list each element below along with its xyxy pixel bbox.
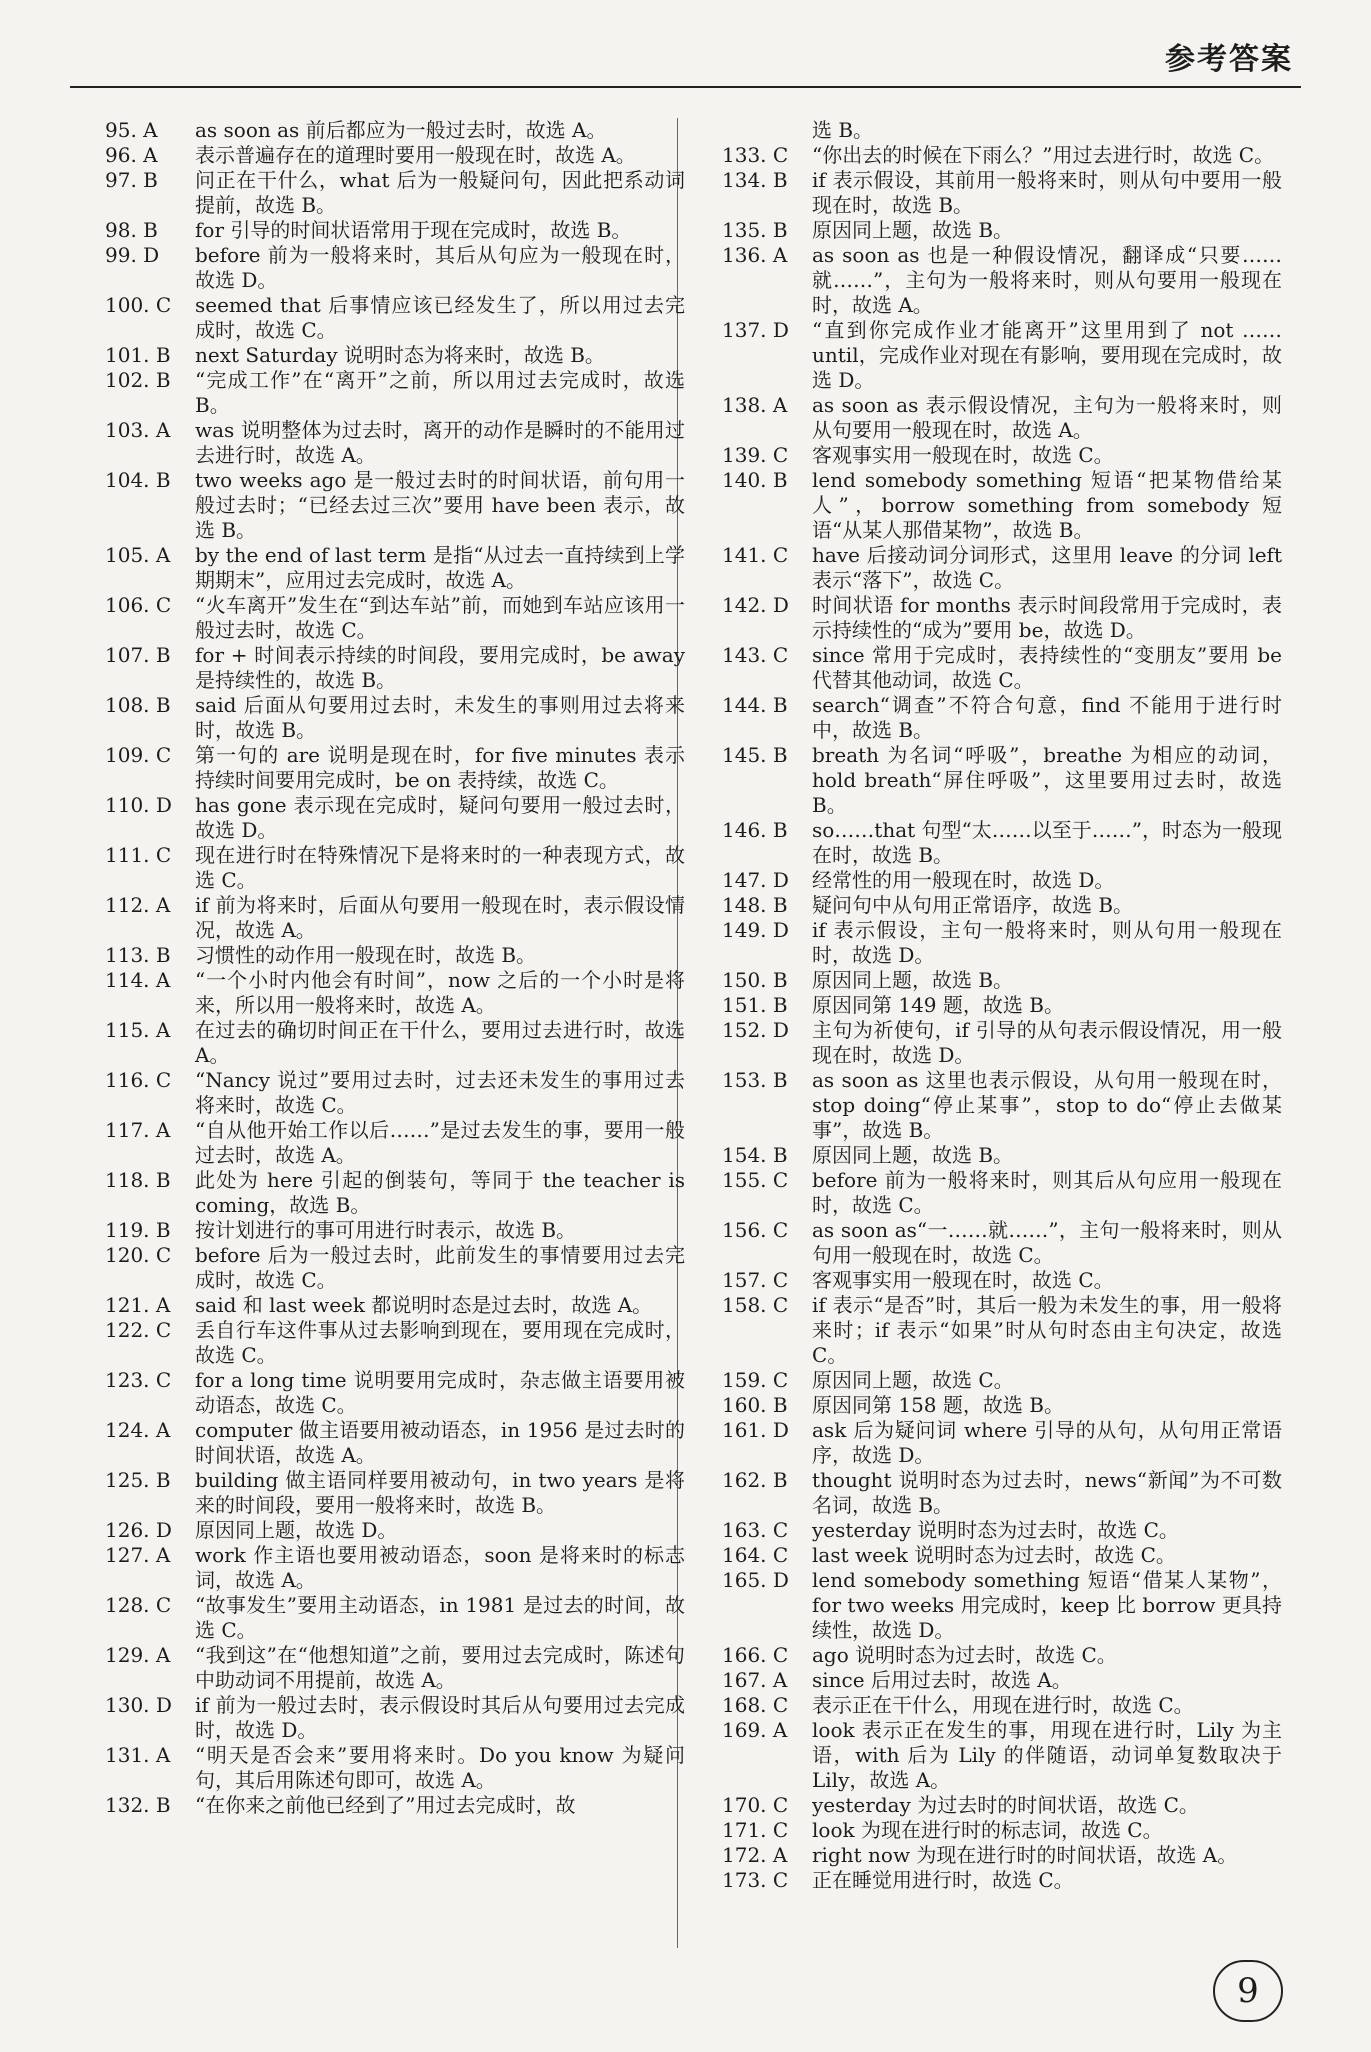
answer-entry	[722, 1468, 1282, 1518]
answer-number: 112. A	[105, 893, 171, 917]
answer-number: 117. A	[105, 1118, 171, 1142]
answer-explanation: “直到你完成作业才能离开”这里用到了 not ……until，完成作业对现在有影响，要用现在完成时，故选 D。	[812, 318, 1282, 392]
answer-entry	[105, 418, 685, 468]
answer-number: 145. B	[722, 743, 788, 767]
answer-entry	[722, 168, 1282, 218]
answer-number: 111. C	[105, 843, 172, 867]
answer-entry	[722, 118, 1282, 143]
answer-number: 116. C	[105, 1068, 172, 1092]
answer-explanation: “自从他开始工作以后……”是过去发生的事，要用一般过去时，故选 A。	[195, 1118, 685, 1167]
answer-entry	[105, 1118, 685, 1168]
answer-explanation: 问正在干什么，what 后为一般疑问句，因此把系动词提前，故选 B。	[195, 168, 685, 217]
answer-number: 129. A	[105, 1643, 171, 1667]
answer-number: 137. D	[722, 318, 789, 342]
answer-entry	[722, 1793, 1282, 1818]
answer-entry	[722, 1293, 1282, 1368]
answer-number: 168. C	[722, 1693, 789, 1717]
answer-explanation: as soon as“一……就……”，主句一般将来时，则从句用一般现在时，故选 C。	[812, 1218, 1282, 1267]
answer-entry	[105, 343, 685, 368]
answer-entry	[722, 1018, 1282, 1068]
answer-explanation: “故事发生”要用主动语态，in 1981 是过去的时间，故选 C。	[195, 1593, 685, 1642]
answer-explanation: has gone 表示现在完成时，疑问句要用一般过去时，故选 D。	[195, 793, 685, 842]
answer-number: 150. B	[722, 968, 788, 992]
answer-number: 157. C	[722, 1268, 789, 1292]
answer-explanation: look 为现在进行时的标志词，故选 C。	[812, 1818, 1163, 1842]
answer-number: 127. A	[105, 1543, 171, 1567]
answer-entry	[105, 643, 685, 693]
answer-explanation: seemed that 后事情应该已经发生了，所以用过去完成时，故选 C。	[195, 293, 685, 342]
answer-explanation: as soon as 前后都应为一般过去时，故选 A。	[195, 118, 607, 142]
answer-number: 96. A	[105, 143, 158, 167]
answer-entry	[105, 218, 685, 243]
answer-number: 125. B	[105, 1468, 171, 1492]
answer-explanation: “明天是否会来”要用将来时。Do you know 为疑问句，其后用陈述句即可，故选 A。	[195, 1743, 685, 1792]
answer-explanation: “在你来之前他已经到了”用过去完成时，故	[195, 1793, 576, 1817]
answer-number: 128. C	[105, 1593, 172, 1617]
answer-explanation: 主句为祈使句，if 引导的从句表示假设情况，用一般现在时，故选 D。	[812, 1018, 1282, 1067]
answer-number: 160. B	[722, 1393, 788, 1417]
answer-number: 104. B	[105, 468, 171, 492]
answer-explanation: as soon as 表示假设情况，主句为一般将来时，则从句要用一般现在时，故选 A。	[812, 393, 1282, 442]
answer-explanation: yesterday 为过去时的时间状语，故选 C。	[812, 1793, 1199, 1817]
answer-entry	[105, 893, 685, 943]
answer-number: 139. C	[722, 443, 789, 467]
answer-entry	[105, 1743, 685, 1793]
answer-explanation: 原因同上题，故选 B。	[812, 218, 1014, 242]
answer-entry	[722, 543, 1282, 593]
answer-entry	[105, 1593, 685, 1643]
answer-entry	[722, 1418, 1282, 1468]
answer-explanation: look 表示正在发生的事，用现在进行时，Lily 为主语，with 后为 Lily 的伴随语，动词单复数取决于 Lily，故选 A。	[812, 1718, 1282, 1792]
answer-number: 161. D	[722, 1418, 789, 1442]
answer-number: 109. C	[105, 743, 172, 767]
answer-entry	[105, 843, 685, 893]
answer-explanation: 原因同第 149 题，故选 B。	[812, 993, 1064, 1017]
answer-entry	[105, 1018, 685, 1068]
answer-number: 154. B	[722, 1143, 788, 1167]
header-title: 参考答案	[1165, 42, 1293, 77]
answer-explanation: “你出去的时候在下雨么？”用过去进行时，故选 C。	[812, 143, 1275, 167]
answer-number: 105. A	[105, 543, 171, 567]
answer-explanation: 正在睡觉用进行时，故选 C。	[812, 1868, 1074, 1892]
answer-entry	[105, 243, 685, 293]
answer-entry	[105, 368, 685, 418]
answer-explanation: 经常性的用一般现在时，故选 D。	[812, 868, 1115, 892]
answer-number: 142. D	[722, 593, 789, 617]
answer-number: 164. C	[722, 1543, 789, 1567]
answer-entry	[105, 1643, 685, 1693]
answer-number: 148. B	[722, 893, 788, 917]
answer-entry	[722, 693, 1282, 743]
answer-explanation: “一个小时内他会有时间”，now 之后的一个小时是将来，所以用一般将来时，故选 A。	[195, 968, 685, 1017]
answer-explanation: if 表示“是否”时，其后一般为未发生的事，用一般将来时；if 表示“如果”时从句时态由主句决定，故选 C。	[812, 1293, 1282, 1367]
answer-number: 102. B	[105, 368, 171, 392]
answer-explanation: as soon as 这里也表示假设，从句用一般现在时，stop doing“停止某事”，stop to do“停止去做某事”，故选 B。	[812, 1068, 1282, 1142]
answer-explanation: lend somebody something 短语“把某物借给某人”，borrow something from somebody 短语“从某人那借某物”，故选 B。	[812, 468, 1282, 542]
answer-number: 120. C	[105, 1243, 172, 1267]
answer-entry	[105, 943, 685, 968]
answer-entry	[722, 1518, 1282, 1543]
answer-explanation: “Nancy 说过”要用过去时，过去还未发生的事用过去将来时，故选 C。	[195, 1068, 685, 1117]
answer-number: 103. A	[105, 418, 171, 442]
answer-number: 173. C	[722, 1868, 789, 1892]
answer-number: 149. D	[722, 918, 789, 942]
answer-explanation: next Saturday 说明时态为将来时，故选 B。	[195, 343, 605, 367]
answer-number: 159. C	[722, 1368, 789, 1392]
answer-explanation: building 做主语同样要用被动句，in two years 是将来的时间段，要用一般将来时，故选 B。	[195, 1468, 685, 1517]
answer-entry	[722, 443, 1282, 468]
answer-entry	[722, 1718, 1282, 1793]
answer-explanation: 原因同上题，故选 C。	[812, 1368, 1014, 1392]
answer-number: 114. A	[105, 968, 171, 992]
answer-explanation: 客观事实用一般现在时，故选 C。	[812, 1268, 1114, 1292]
answer-number: 98. B	[105, 218, 158, 242]
answer-entry	[722, 818, 1282, 868]
answer-explanation: said 和 last week 都说明时态是过去时，故选 A。	[195, 1293, 653, 1317]
answer-explanation: search“调查”不符合句意，find 不能用于进行时中，故选 B。	[812, 693, 1282, 742]
answer-explanation: by the end of last term 是指“从过去一直持续到上学期期末”，应用过去完成时，故选 A。	[195, 543, 685, 592]
answer-entry	[105, 593, 685, 643]
answer-number: 133. C	[722, 143, 789, 167]
answer-explanation: 习惯性的动作用一般现在时，故选 B。	[195, 943, 537, 967]
answer-number: 110. D	[105, 793, 172, 817]
answer-number: 153. B	[722, 1068, 788, 1092]
answer-entry	[105, 1468, 685, 1518]
answer-explanation: 表示普遍存在的道理时要用一般现在时，故选 A。	[195, 143, 636, 167]
answer-number: 124. A	[105, 1418, 171, 1442]
answer-number: 115. A	[105, 1018, 171, 1042]
answer-number: 152. D	[722, 1018, 789, 1042]
answer-explanation: two weeks ago 是一般过去时的时间状语，前句用一般过去时；“已经去过三次”要用 have been 表示，故选 B。	[195, 468, 685, 542]
answer-explanation: right now 为现在进行时的时间状语，故选 A。	[812, 1843, 1238, 1867]
answer-explanation: “火车离开”发生在“到达车站”前，而她到车站应该用一般过去时，故选 C。	[195, 593, 685, 642]
answer-entry	[105, 543, 685, 593]
answer-number: 108. B	[105, 693, 171, 717]
answer-number: 170. C	[722, 1793, 789, 1817]
answer-explanation: 原因同上题，故选 B。	[812, 1143, 1014, 1167]
answer-explanation: 客观事实用一般现在时，故选 C。	[812, 443, 1114, 467]
answer-number: 172. A	[722, 1843, 788, 1867]
answer-explanation: 选 B。	[812, 118, 874, 142]
answer-number: 121. A	[105, 1293, 171, 1317]
answer-entry	[105, 693, 685, 743]
answer-entry	[722, 318, 1282, 393]
answer-number: 141. C	[722, 543, 789, 567]
answer-explanation: 时间状语 for months 表示时间段常用于完成时，表示持续性的“成为”要用 be，故选 D。	[812, 593, 1282, 642]
answer-entry	[105, 968, 685, 1018]
answer-number: 100. C	[105, 293, 172, 317]
answer-explanation: was 说明整体为过去时，离开的动作是瞬时的不能用过去进行时，故选 A。	[195, 418, 685, 467]
answer-explanation: if 前为将来时，后面从句要用一般现在时，表示假设情况，故选 A。	[195, 893, 685, 942]
answer-entry	[722, 1843, 1282, 1868]
answer-entry	[105, 1068, 685, 1118]
answer-explanation: ask 后为疑问词 where 引导的从句，从句用正常语序，故选 D。	[812, 1418, 1282, 1467]
answer-number: 136. A	[722, 243, 788, 267]
answer-number: 113. B	[105, 943, 171, 967]
answer-explanation: “我到这”在“他想知道”之前，要用过去完成时，陈述句中助动词不用提前，故选 A。	[195, 1643, 685, 1692]
answer-number: 143. C	[722, 643, 789, 667]
answer-explanation: 原因同上题，故选 B。	[812, 968, 1014, 992]
answer-entry	[722, 218, 1282, 243]
answer-entry	[722, 1668, 1282, 1693]
answer-entry	[722, 868, 1282, 893]
answer-entry	[722, 593, 1282, 643]
answer-explanation: said 后面从句要用过去时，未发生的事则用过去将来时，故选 B。	[195, 693, 685, 742]
answer-explanation: yesterday 说明时态为过去时，故选 C。	[812, 1518, 1179, 1542]
answer-number: 99. D	[105, 243, 160, 267]
answer-entry	[105, 168, 685, 218]
answer-explanation: as soon as 也是一种假设情况，翻译成“只要……就……”，主句为一般将来时，则从句要用一般现在时，故选 A。	[812, 243, 1282, 317]
answer-explanation: breath 为名词“呼吸”，breathe 为相应的动词，hold breath“屏住呼吸”，这里要用过去时，故选 B。	[812, 743, 1282, 817]
answer-explanation: 疑问句中从句用正常语序，故选 B。	[812, 893, 1134, 917]
page-number: 9	[1213, 1960, 1283, 2022]
answer-entry	[105, 1243, 685, 1293]
page-header	[70, 0, 1301, 88]
answer-explanation: 在过去的确切时间正在干什么，要用过去进行时，故选 A。	[195, 1018, 685, 1067]
answer-explanation: computer 做主语要用被动语态，in 1956 是过去时的时间状语，故选 A。	[195, 1418, 685, 1467]
answer-number: 123. C	[105, 1368, 172, 1392]
answer-entry	[105, 143, 685, 168]
answer-number: 122. C	[105, 1318, 172, 1342]
answer-entry	[722, 1168, 1282, 1218]
answer-entry	[105, 743, 685, 793]
answer-number: 106. C	[105, 593, 172, 617]
answer-entry	[105, 1793, 685, 1818]
answer-entry	[722, 1368, 1282, 1393]
answer-explanation: for a long time 说明要用完成时，杂志做主语要用被动语态，故选 C。	[195, 1368, 685, 1417]
answer-entry	[105, 1543, 685, 1593]
answer-entry	[722, 643, 1282, 693]
answer-number: 118. B	[105, 1168, 171, 1192]
answer-number: 130. D	[105, 1693, 172, 1717]
answer-number: 151. B	[722, 993, 788, 1017]
answer-number: 156. C	[722, 1218, 789, 1242]
answer-explanation: for + 时间表示持续的时间段，要用完成时，be away 是持续性的，故选 B。	[195, 643, 685, 692]
answer-number: 119. B	[105, 1218, 171, 1242]
answer-entry	[722, 393, 1282, 443]
answer-explanation: “完成工作”在“离开”之前，所以用过去完成时，故选 B。	[195, 368, 685, 417]
answer-entry	[722, 143, 1282, 168]
answer-entry	[105, 1168, 685, 1218]
answer-number: 107. B	[105, 643, 171, 667]
answer-entry	[722, 1393, 1282, 1418]
answer-entry	[722, 1643, 1282, 1668]
answer-number: 132. B	[105, 1793, 171, 1817]
answer-number: 165. D	[722, 1568, 789, 1592]
answer-explanation: since 常用于完成时，表持续性的“变朋友”要用 be 代替其他动词，故选 C。	[812, 643, 1282, 692]
answer-explanation: work 作主语也要用被动语态，soon 是将来时的标志词，故选 A。	[195, 1543, 685, 1592]
answer-explanation: 按计划进行的事可用进行时表示，故选 B。	[195, 1218, 577, 1242]
answer-entry	[722, 1868, 1282, 1893]
answer-entry	[722, 743, 1282, 818]
answer-entry	[105, 293, 685, 343]
answer-number: 167. A	[722, 1668, 788, 1692]
answer-entry	[105, 1693, 685, 1743]
answer-entry	[722, 1693, 1282, 1718]
answer-entry	[105, 1418, 685, 1468]
answer-explanation: if 表示假设，其前用一般将来时，则从句中要用一般现在时，故选 B。	[812, 168, 1282, 217]
answer-explanation: before 前为一般将来时，则其后从句应用一般现在时，故选 C。	[812, 1168, 1282, 1217]
answer-entry	[722, 1068, 1282, 1143]
answer-entry	[722, 1143, 1282, 1168]
answer-entry	[105, 1518, 685, 1543]
answer-entry	[722, 1818, 1282, 1843]
answer-explanation: since 后用过去时，故选 A。	[812, 1668, 1072, 1692]
answer-entry	[105, 1368, 685, 1418]
answer-number: 146. B	[722, 818, 788, 842]
answer-explanation: so……that 句型“太……以至于……”，时态为一般现在时，故选 B。	[812, 818, 1282, 867]
answer-explanation: 表示正在干什么，用现在进行时，故选 C。	[812, 1693, 1194, 1717]
answer-number: 166. C	[722, 1643, 789, 1667]
answer-explanation: before 前为一般将来时，其后从句应为一般现在时，故选 D。	[195, 243, 685, 292]
answer-entry	[722, 918, 1282, 968]
left-answer-column	[105, 118, 685, 1818]
answer-entry	[722, 243, 1282, 318]
answer-entry	[722, 1268, 1282, 1293]
answer-explanation: for 引导的时间状语常用于现在完成时，故选 B。	[195, 218, 632, 242]
answer-entry	[105, 1318, 685, 1368]
answer-explanation: ago 说明时态为过去时，故选 C。	[812, 1643, 1117, 1667]
answer-entry	[105, 1293, 685, 1318]
answer-entry	[722, 893, 1282, 918]
answer-number: 138. A	[722, 393, 788, 417]
answer-entry	[722, 993, 1282, 1018]
answer-number	[722, 118, 812, 143]
answer-number: 135. B	[722, 218, 788, 242]
answer-number: 169. A	[722, 1718, 788, 1742]
answer-explanation: 此处为 here 引起的倒装句，等同于 the teacher is coming，故选 B。	[195, 1168, 685, 1217]
answer-entry	[722, 468, 1282, 543]
answer-number: 134. B	[722, 168, 788, 192]
answer-number: 101. B	[105, 343, 171, 367]
answer-entry	[722, 1568, 1282, 1643]
answer-explanation: 丢自行车这件事从过去影响到现在，要用现在完成时，故选 C。	[195, 1318, 685, 1367]
answer-explanation: lend somebody something 短语“借某人某物”，for two weeks 用完成时，keep 比 borrow 更具持续性，故选 D。	[812, 1568, 1282, 1642]
answer-explanation: 现在进行时在特殊情况下是将来时的一种表现方式，故选 C。	[195, 843, 685, 892]
answer-entry	[105, 468, 685, 543]
answer-entry	[722, 1543, 1282, 1568]
answer-explanation: last week 说明时态为过去时，故选 C。	[812, 1543, 1176, 1567]
answer-number: 163. C	[722, 1518, 789, 1542]
answer-explanation: thought 说明时态为过去时，news“新闻”为不可数名词，故选 B。	[812, 1468, 1282, 1517]
answer-number: 147. D	[722, 868, 789, 892]
answer-number: 162. B	[722, 1468, 788, 1492]
answer-number: 131. A	[105, 1743, 171, 1767]
answer-explanation: before 后为一般过去时，此前发生的事情要用过去完成时，故选 C。	[195, 1243, 685, 1292]
answer-entry	[722, 968, 1282, 993]
answer-explanation: 原因同上题，故选 D。	[195, 1518, 398, 1542]
answer-number: 155. C	[722, 1168, 789, 1192]
answer-number: 97. B	[105, 168, 158, 192]
right-answer-column	[722, 118, 1282, 1893]
answer-entry	[105, 1218, 685, 1243]
answer-explanation: 原因同第 158 题，故选 B。	[812, 1393, 1064, 1417]
answer-entry	[105, 118, 685, 143]
answer-number: 144. B	[722, 693, 788, 717]
answer-entry	[105, 793, 685, 843]
answer-entry	[722, 1218, 1282, 1268]
answer-number: 126. D	[105, 1518, 172, 1542]
answer-number: 171. C	[722, 1818, 789, 1842]
answer-explanation: have 后接动词分词形式，这里用 leave 的分词 left 表示“落下”，故选 C。	[812, 543, 1282, 592]
answer-explanation: if 前为一般过去时，表示假设时其后从句要用过去完成时，故选 D。	[195, 1693, 685, 1742]
answer-explanation: if 表示假设，主句一般将来时，则从句用一般现在时，故选 D。	[812, 918, 1282, 967]
answer-number: 158. C	[722, 1293, 789, 1317]
answer-number: 140. B	[722, 468, 788, 492]
answer-explanation: 第一句的 are 说明是现在时，for five minutes 表示持续时间要用完成时，be on 表持续，故选 C。	[195, 743, 685, 792]
answer-number: 95. A	[105, 118, 158, 142]
